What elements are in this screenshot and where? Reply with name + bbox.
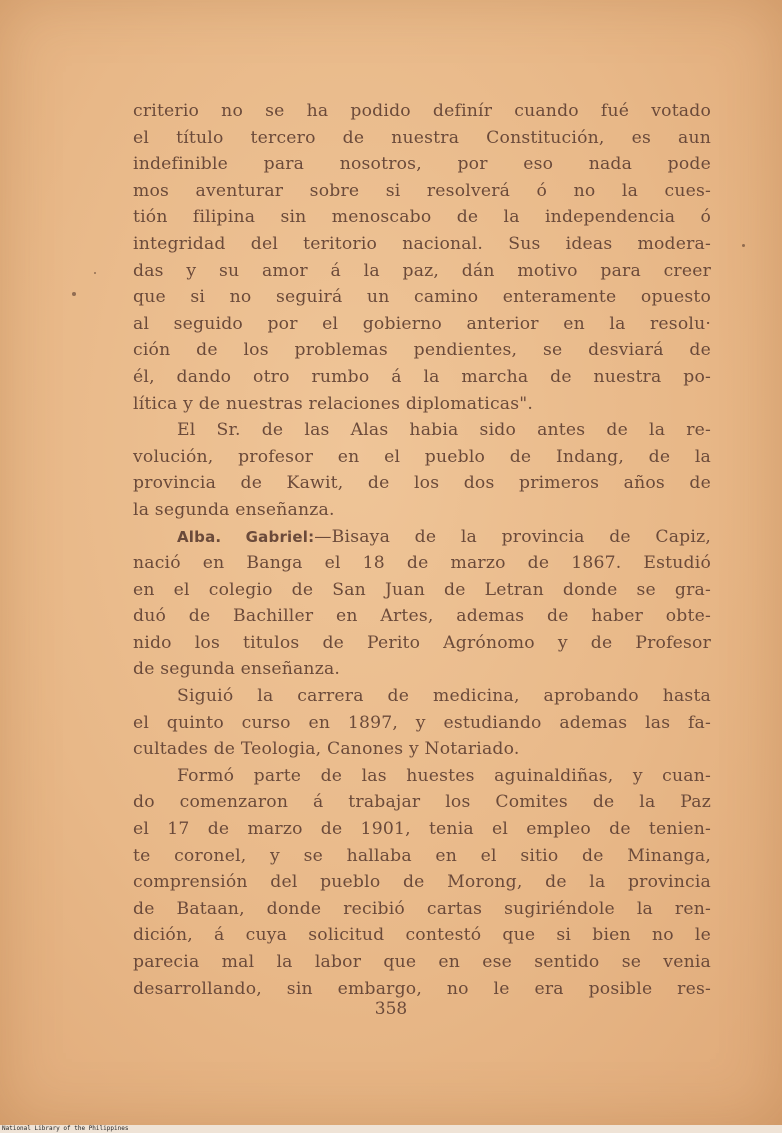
entry-heading-rest: —Bisaya de la provincia de Capiz,: [314, 526, 711, 547]
page-number: 358: [374, 999, 408, 1019]
text-line: al seguido por el gobierno anterior en la resolu·: [133, 313, 711, 334]
text-line: ción de los problemas pendientes, se desviará de: [133, 340, 711, 361]
text-line: El Sr. de las Alas habia sido antes de la re-: [177, 420, 711, 441]
text-line: el título tercero de nuestra Constitución, es aun: [133, 127, 711, 148]
text-line: que si no seguirá un camino enteramente opuesto: [133, 287, 711, 308]
text-line: el quinto curso en 1897, y estudiando ademas las fa-: [133, 712, 711, 733]
text-line: provincia de Kawit, de los dos primeros años de: [133, 473, 711, 494]
text-line: integridad del teritorio nacional. Sus ideas modera-: [133, 233, 711, 254]
text-line: mos aventurar sobre si resolverá ó no la cues-: [133, 180, 711, 201]
ink-speck: [72, 292, 76, 296]
text-line: comprensión del pueblo de Morong, de la provincia: [133, 872, 711, 893]
text-line: nació en Banga el 18 de marzo de 1867. Estudió: [133, 553, 711, 574]
text-line: te coronel, y se hallaba en el sitio de Minanga,: [133, 845, 711, 866]
text-line: cultades de Teologia, Canones y Notariado.: [133, 739, 520, 760]
text-line: lítica y de nuestras relaciones diplomaticas".: [133, 393, 534, 414]
text-line: criterio no se ha podido definír cuando fué votado: [133, 101, 711, 121]
text-line: indefinible para nosotros, por eso nada pode: [133, 154, 711, 175]
ink-speck: [94, 272, 96, 274]
text-line: él, dando otro rumbo á la marcha de nuestra po-: [133, 366, 711, 387]
text-line: desarrollando, sin embargo, no le era posible res-: [133, 978, 711, 999]
text-line: nido los titulos de Perito Agrónomo y de Profesor: [133, 632, 711, 653]
text-line: de Bataan, donde recibió cartas sugiriéndole la ren-: [133, 898, 711, 919]
text-line: parecia mal la labor que en ese sentido se venia: [133, 952, 711, 972]
text-line: das y su amor á la paz, dán motivo para creer: [133, 260, 711, 281]
text-line: do comenzaron á trabajar los Comites de la Paz: [133, 792, 711, 813]
ink-speck: [742, 244, 745, 247]
text-line: duó de Bachiller en Artes, ademas de haber obte-: [133, 606, 711, 627]
body-text: [133, 98, 711, 1002]
text-line: Siguió la carrera de medicina, aprobando hasta: [177, 686, 711, 707]
entry-heading-line: [133, 524, 711, 551]
text-line: el 17 de marzo de 1901, tenia el empleo de tenien-: [133, 819, 711, 840]
text-line: la segunda enseñanza.: [133, 499, 335, 520]
text-line: volución, profesor en el pueblo de Indang, de la: [133, 446, 711, 467]
text-line: en el colegio de San Juan de Letran donde se gra-: [133, 579, 711, 600]
text-line: de segunda enseñanza.: [133, 659, 341, 680]
entry-name: Alba. Gabriel:: [177, 527, 315, 546]
library-attribution: National Library of the Philippines: [2, 1125, 129, 1132]
text-line: Formó parte de las huestes aguinaldiñas, y cuan-: [177, 765, 711, 786]
text-line: tión filipina sin menoscabo de la independencia ó: [133, 207, 711, 228]
text-line: dición, á cuya solicitud contestó que si bien no le: [133, 925, 711, 946]
